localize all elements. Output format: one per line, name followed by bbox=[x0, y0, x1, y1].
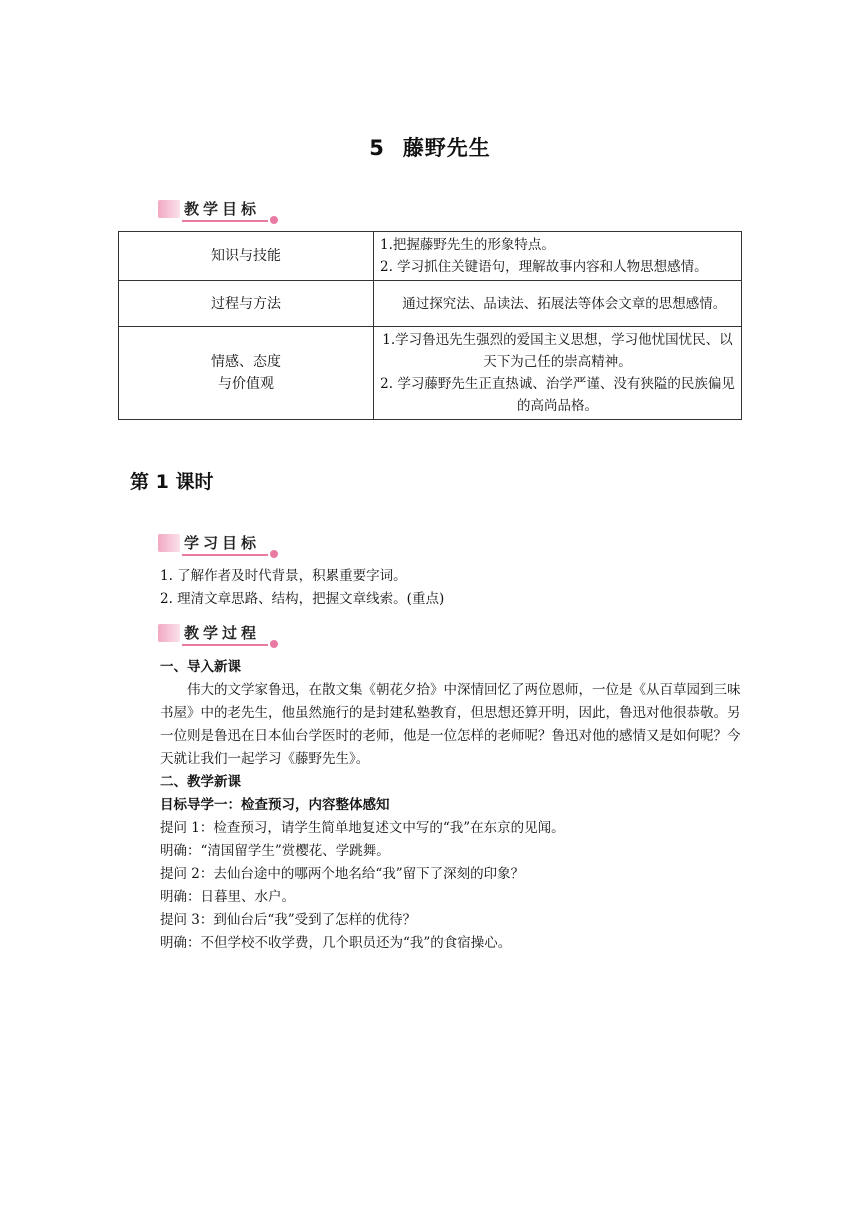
goal-heading: 目标导学一：检查预习，内容整体感知 bbox=[160, 797, 390, 813]
teaching-goals-badge bbox=[158, 198, 288, 226]
title-text: 藤野先生 bbox=[402, 136, 491, 160]
qa-line: 明确：不但学校不收学费，几个职员还为“我”的食宿操心。 bbox=[160, 935, 512, 951]
qa-line: 明确：“清国留学生”赏樱花、学跳舞。 bbox=[160, 843, 390, 859]
key-line: 情感、态度 bbox=[211, 354, 281, 370]
intro-paragraph: 伟大的文学家鲁迅，在散文集《朝花夕拾》中深情回忆了两位恩师，一位是《从百草园到三味书屋》中的老先生，他虽然施行的是封建私塾教育，但思想还算开明，因此，鲁迅对他很恭敬。另一位则是鲁迅在日本仙台学医时的老师，他是一位怎样的老师呢？鲁迅对他的感情又是如何呢？今天就让我们一起学习《藤野先生》。 bbox=[160, 682, 741, 767]
table-value-cell bbox=[374, 327, 742, 420]
badge-label: 教学目标 bbox=[182, 198, 268, 222]
qa-line: 明确：日暮里、水户。 bbox=[160, 889, 295, 905]
key-line: 知识与技能 bbox=[211, 248, 281, 264]
badge-tab-icon bbox=[158, 200, 180, 218]
badge-label: 教学过程 bbox=[182, 622, 268, 646]
table-value-cell bbox=[374, 281, 742, 327]
badge-tab-icon bbox=[158, 624, 180, 642]
badge-dot-icon bbox=[270, 550, 278, 558]
qa-line: 提问 2：去仙台途中的哪两个地名给“我”留下了深刻的印象？ bbox=[160, 866, 525, 882]
qa-line: 提问 3：到仙台后“我”受到了怎样的优待？ bbox=[160, 912, 417, 928]
value-line: 通过探究法、品读法、拓展法等体会文章的思想感情。 bbox=[388, 295, 727, 312]
badge-dot-icon bbox=[270, 640, 278, 648]
process-body bbox=[160, 656, 742, 955]
section-heading: 二、教学新课 bbox=[160, 774, 241, 790]
value-line: 2. 学习藤野先生正直热诚、治学严谨、没有狭隘的民族偏见的高尚品格。 bbox=[380, 376, 735, 414]
key-line: 过程与方法 bbox=[211, 295, 281, 312]
table-row bbox=[119, 327, 742, 420]
goals-table bbox=[118, 231, 742, 420]
table-key-cell bbox=[119, 327, 374, 420]
value-line: 1.学习鲁迅先生强烈的爱国主义思想，学习他忧国忧民、以天下为己任的崇高精神。 bbox=[382, 332, 733, 370]
table-row bbox=[119, 232, 742, 281]
learning-goals-badge bbox=[158, 532, 288, 560]
badge-tab-icon bbox=[158, 534, 180, 552]
list-item: 1. 了解作者及时代背景，积累重要字词。 bbox=[160, 568, 407, 584]
table-row bbox=[119, 281, 742, 327]
key-line: 与价值观 bbox=[218, 376, 274, 392]
table-key-cell bbox=[119, 281, 374, 327]
title-number: 5 bbox=[369, 136, 385, 160]
page-title bbox=[0, 132, 860, 162]
table-key-cell bbox=[119, 232, 374, 281]
section-heading: 一、导入新课 bbox=[160, 659, 241, 675]
badge-label: 学习目标 bbox=[182, 532, 268, 556]
list-item: 2. 理清文章思路、结构，把握文章线索。(重点) bbox=[160, 591, 445, 607]
lesson-title: 第 1 课时 bbox=[130, 471, 214, 493]
badge-dot-icon bbox=[270, 216, 278, 224]
value-line: 1.把握藤野先生的形象特点。 bbox=[380, 237, 555, 253]
learning-objectives bbox=[160, 565, 760, 611]
teaching-process-badge bbox=[158, 622, 288, 650]
table-value-cell bbox=[374, 232, 742, 281]
qa-line: 提问 1：检查预习，请学生简单地复述文中写的“我”在东京的见闻。 bbox=[160, 820, 565, 836]
value-line: 2. 学习抓住关键语句，理解故事内容和人物思想感情。 bbox=[380, 259, 708, 275]
